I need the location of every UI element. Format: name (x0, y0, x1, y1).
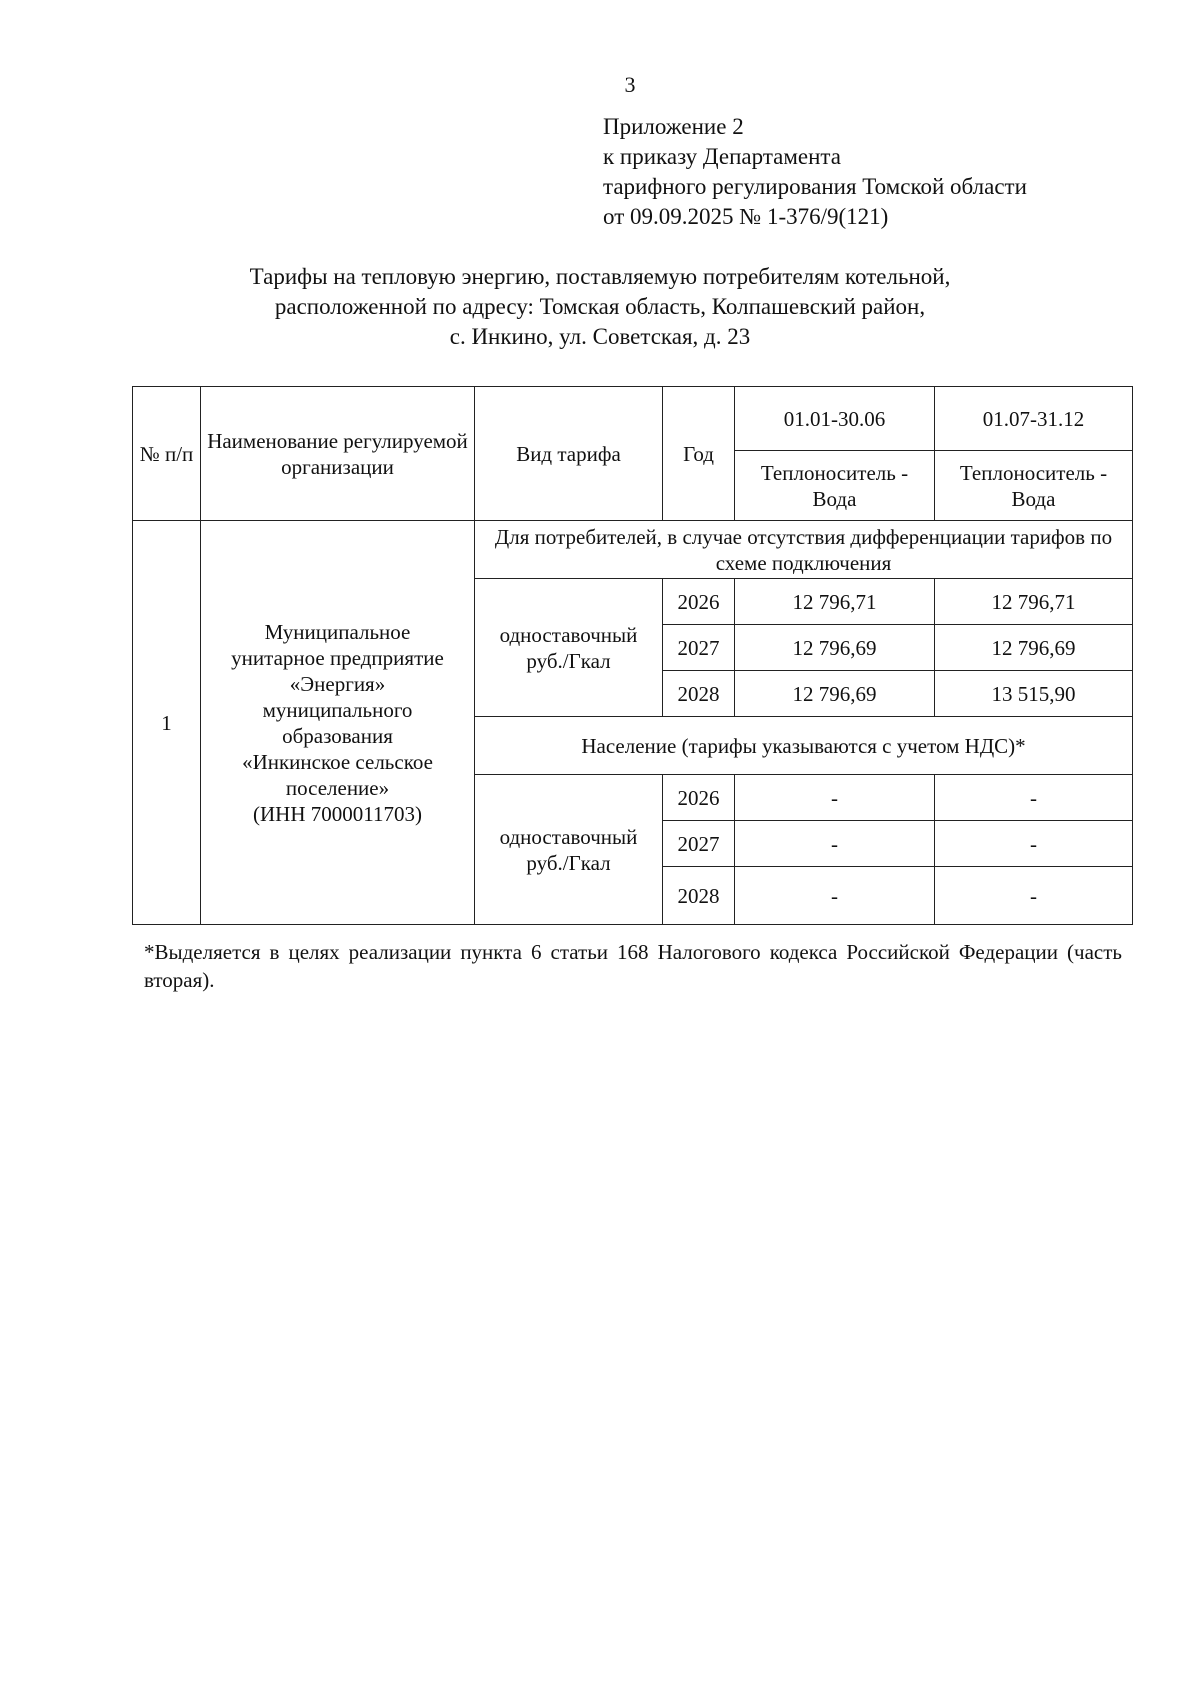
value-cell: - (935, 821, 1133, 867)
header-number: № п/п (133, 387, 201, 521)
year-cell: 2026 (663, 579, 735, 625)
organization-line: образования (282, 723, 393, 748)
header-period-1: 01.01-30.06 (735, 387, 935, 451)
organization-line: (ИНН 7000011703) (253, 801, 422, 826)
value-cell: 12 796,69 (735, 671, 935, 717)
header-carrier-2: Теплоноситель - Вода (935, 451, 1133, 521)
year-cell: 2027 (663, 821, 735, 867)
value-cell: 12 796,69 (735, 625, 935, 671)
organization-line: поселение» (285, 775, 390, 800)
header-row (133, 387, 1133, 451)
year-cell: 2027 (663, 625, 735, 671)
header-organization: Наименование регулируемой организации (201, 387, 475, 521)
value-cell: 12 796,69 (935, 625, 1133, 671)
value-cell: 12 796,71 (735, 579, 935, 625)
organization-line: Муниципальное (264, 619, 411, 644)
year-cell: 2026 (663, 775, 735, 821)
year-cell: 2028 (663, 867, 735, 925)
title-line: Тарифы на тепловую энергию, поставляемую потребителям котельной, (249, 264, 951, 289)
tariff-table (132, 386, 1133, 925)
value-cell: - (735, 775, 935, 821)
value-cell: 12 796,71 (935, 579, 1133, 625)
document-title (130, 262, 1070, 352)
section-heading: Для потребителей, в случае отсутствия дифференциации тарифов по схеме подключения (475, 521, 1133, 579)
section-heading: Население (тарифы указываются с учетом НДС)* (475, 717, 1133, 775)
appendix-line: тарифного регулирования Томской области (603, 174, 1027, 199)
value-cell: - (935, 775, 1133, 821)
header-year: Год (663, 387, 735, 521)
organization-cell (201, 521, 475, 925)
row-number-cell: 1 (133, 521, 201, 925)
organization-line: унитарное предприятие (231, 645, 444, 670)
value-cell: - (735, 867, 935, 925)
organization-line: муниципального (262, 697, 413, 722)
header-tariff-type: Вид тарифа (475, 387, 663, 521)
tariff-type-cell: одноставочный руб./Гкал (475, 775, 663, 925)
value-cell: 13 515,90 (935, 671, 1133, 717)
section-heading-row (133, 521, 1133, 579)
page-number: 3 (624, 72, 636, 97)
organization-line: «Энергия» (289, 671, 386, 696)
footnote: *Выделяется в целях реализации пункта 6 статьи 168 Налогового кодекса Российской Федерации (часть вторая). (144, 940, 1122, 992)
header-period-2: 01.07-31.12 (935, 387, 1133, 451)
organization-line: «Инкинское сельское (242, 749, 433, 774)
value-cell: - (935, 867, 1133, 925)
appendix-line: от 09.09.2025 № 1-376/9(121) (603, 204, 889, 229)
appendix-block (603, 112, 1027, 232)
header-carrier-1: Теплоноситель - Вода (735, 451, 935, 521)
year-cell: 2028 (663, 671, 735, 717)
appendix-line: Приложение 2 (603, 114, 744, 139)
title-line: расположенной по адресу: Томская область, Колпашевский район, (274, 294, 926, 319)
appendix-line: к приказу Департамента (603, 144, 841, 169)
tariff-type-cell: одноставочный руб./Гкал (475, 579, 663, 717)
title-line: с. Инкино, ул. Советская, д. 23 (449, 324, 751, 349)
value-cell: - (735, 821, 935, 867)
